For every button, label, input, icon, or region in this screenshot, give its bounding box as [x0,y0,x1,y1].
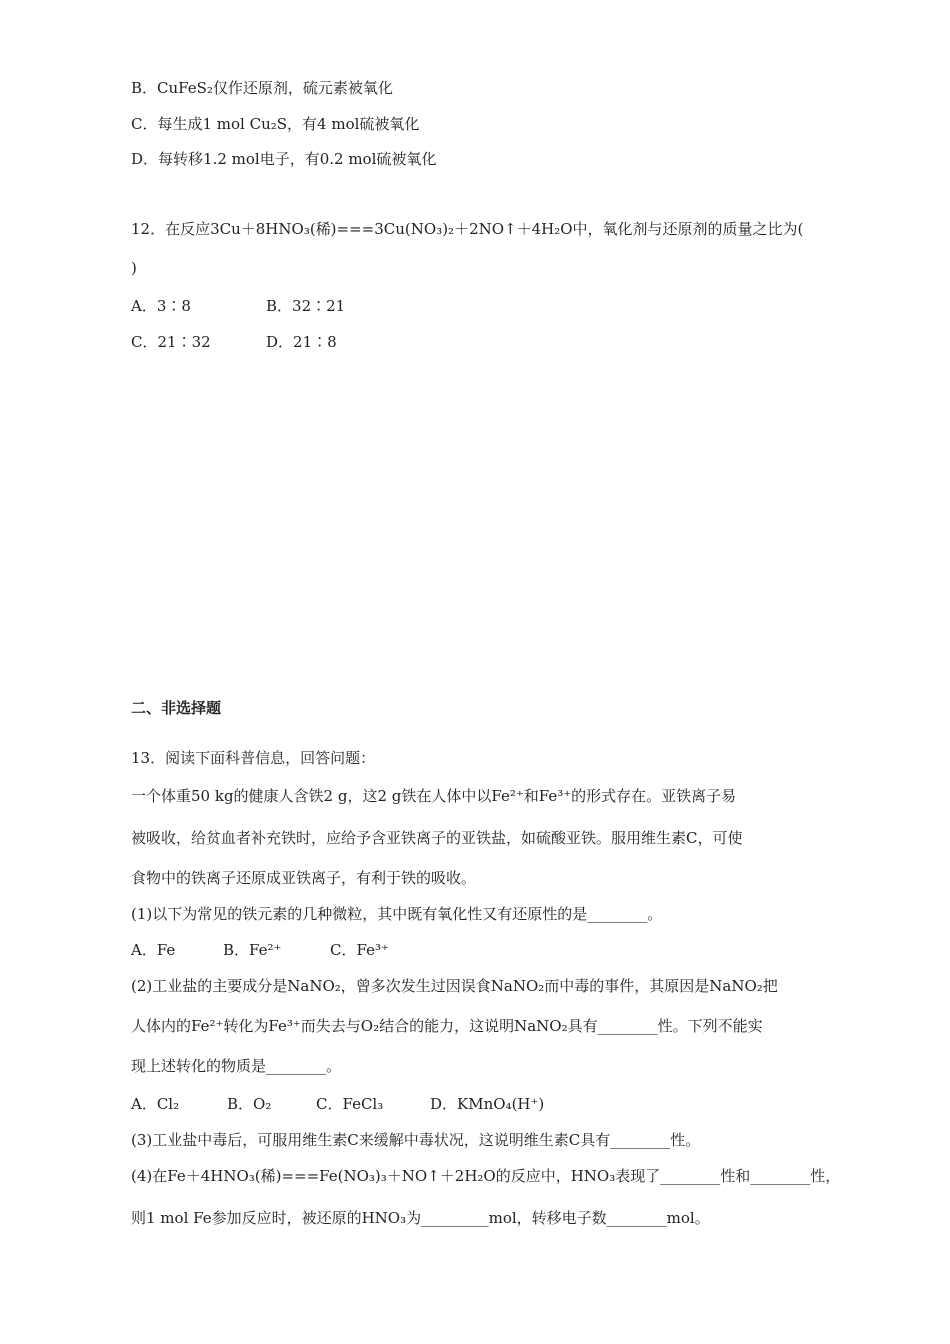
q13-p1-option-a: A．Fe [131,941,176,959]
q13-part-4-line-2: 则1 mol Fe参加反应时，被还原的HNO₃为_________mol，转移电子数________mol。 [131,1209,710,1227]
q13-p1-option-c: C．Fe³⁺ [330,941,389,959]
q13-part-2-line-2: 人体内的Fe²⁺转化为Fe³⁺而失去与O₂结合的能力，这说明NaNO₂具有________性。下列不能实 [131,1017,763,1035]
q12-options-row-2 [131,332,337,352]
section-heading: 二、非选择题 [131,699,222,717]
q13-part-4-line-1: (4)在Fe＋4HNO₃(稀)===Fe(NO₃)₃＋NO↑＋2H₂O的反应中，HNO₃表现了________性和________性， [131,1167,841,1185]
q13-p2-option-c: C．FeCl₃ [316,1095,384,1113]
q13-passage-line-3: 食物中的铁离子还原成亚铁离子，有利于铁的吸收。 [131,869,477,887]
q13-p2-option-a: A．Cl₂ [131,1095,180,1113]
q11-option-c: C．每生成1 mol Cu₂S，有4 mol硫被氧化 [131,115,420,133]
q12-option-b: B．32∶21 [266,297,346,315]
q13-passage-line-2: 被吸收，给贫血者补充铁时，应给予含亚铁离子的亚铁盐，如硫酸亚铁。服用维生素C，可使 [131,829,743,847]
q13-p2-option-b: B．O₂ [227,1095,272,1113]
q13-p1-option-b: B．Fe²⁺ [223,941,282,959]
q12-stem-end: ) [131,259,137,277]
q11-option-b: B．CuFeS₂仅作还原剂，硫元素被氧化 [131,79,393,97]
q11-option-d: D．每转移1.2 mol电子，有0.2 mol硫被氧化 [131,150,437,168]
q13-p2-option-d: D．KMnO₄(H⁺) [430,1095,545,1113]
q12-option-d: D．21∶8 [266,333,337,351]
q12-option-a: A．3∶8 [131,297,191,315]
q13-part-2-line-1: (2)工业盐的主要成分是NaNO₂，曾多次发生过因误食NaNO₂而中毒的事件，其原因是NaNO₂把 [131,977,778,995]
q12-options-row-1 [131,296,345,316]
q12-option-c: C．21∶32 [131,333,211,351]
q13-part-2-line-3: 现上述转化的物质是________。 [131,1057,342,1075]
q13-part-2-options [131,1094,544,1114]
q13-part-3: (3)工业盐中毒后，可服用维生素C来缓解中毒状况，这说明维生素C具有________性。 [131,1131,701,1149]
q12-stem: 12．在反应3Cu＋8HNO₃(稀)===3Cu(NO₃)₂＋2NO↑＋4H₂O中，氧化剂与还原剂的质量之比为( [131,220,804,238]
q13-intro: 13．阅读下面科普信息，回答问题： [131,749,376,767]
q13-passage-line-1: 一个体重50 kg的健康人含铁2 g，这2 g铁在人体中以Fe²⁺和Fe³⁺的形式存在。亚铁离子易 [131,787,737,805]
q13-part-1-options [131,940,389,960]
q13-part-1: (1)以下为常见的铁元素的几种微粒，其中既有氧化性又有还原性的是________。 [131,905,663,923]
